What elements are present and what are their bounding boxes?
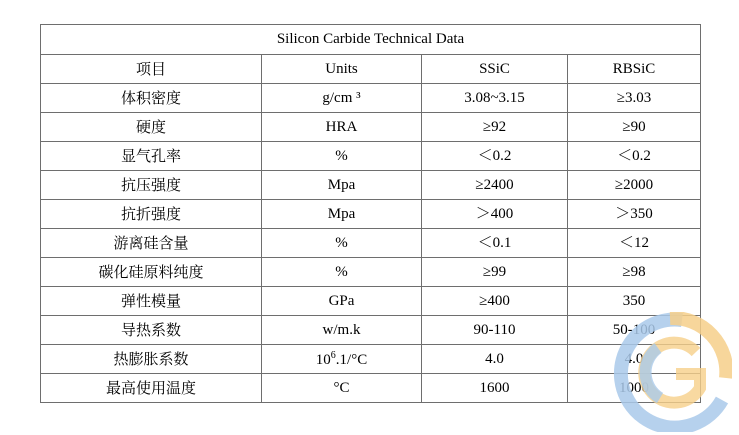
row-ssic: 90-110 <box>422 316 568 345</box>
row-unit: Mpa <box>262 171 422 200</box>
row-ssic: ＜0.2 <box>422 142 568 171</box>
row-unit: °C <box>262 374 422 403</box>
table-row <box>41 287 701 316</box>
row-item: 体积密度 <box>41 84 262 113</box>
table-row <box>41 171 701 200</box>
row-rbsic: ＞350 <box>568 200 701 229</box>
row-ssic: ≥99 <box>422 258 568 287</box>
row-unit: HRA <box>262 113 422 142</box>
row-item: 抗压强度 <box>41 171 262 200</box>
table-row <box>41 345 701 374</box>
row-unit: Mpa <box>262 200 422 229</box>
table-row <box>41 229 701 258</box>
row-item: 硬度 <box>41 113 262 142</box>
row-ssic: 3.08~3.15 <box>422 84 568 113</box>
table-row <box>41 113 701 142</box>
row-rbsic: 4.0 <box>568 345 701 374</box>
table-row <box>41 84 701 113</box>
unit-base: 10 <box>315 351 331 368</box>
row-ssic: 4.0 <box>422 345 568 374</box>
row-item: 游离硅含量 <box>41 229 262 258</box>
row-item: 显气孔率 <box>41 142 262 171</box>
unit-exponent: 6 <box>330 349 336 361</box>
table-row <box>41 374 701 403</box>
row-rbsic: 350 <box>568 287 701 316</box>
row-item: 弹性模量 <box>41 287 262 316</box>
row-item: 抗折强度 <box>41 200 262 229</box>
row-rbsic: ≥2000 <box>568 171 701 200</box>
unit-rest: .1/°C <box>335 351 368 368</box>
row-rbsic: ＜0.2 <box>568 142 701 171</box>
row-rbsic: ≥90 <box>568 113 701 142</box>
row-ssic: ≥92 <box>422 113 568 142</box>
row-ssic: 1600 <box>422 374 568 403</box>
row-ssic: ≥400 <box>422 287 568 316</box>
row-rbsic: ＜12 <box>568 229 701 258</box>
technical-data-table <box>40 24 701 403</box>
row-unit <box>262 345 422 374</box>
table-row <box>41 316 701 345</box>
row-item: 热膨胀系数 <box>41 345 262 374</box>
row-ssic: ＞400 <box>422 200 568 229</box>
row-unit: % <box>262 258 422 287</box>
header-rbsic: RBSiC <box>568 55 701 84</box>
row-rbsic: 50-100 <box>568 316 701 345</box>
table-row <box>41 142 701 171</box>
table-header-row <box>41 55 701 84</box>
row-unit: % <box>262 142 422 171</box>
header-ssic: SSiC <box>422 55 568 84</box>
table-row <box>41 200 701 229</box>
row-item: 导热系数 <box>41 316 262 345</box>
row-unit: % <box>262 229 422 258</box>
row-unit: GPa <box>262 287 422 316</box>
technical-data-table-container <box>40 24 700 403</box>
header-units: Units <box>262 55 422 84</box>
row-rbsic: 1000 <box>568 374 701 403</box>
row-ssic: ＜0.1 <box>422 229 568 258</box>
table-title: Silicon Carbide Technical Data <box>41 25 701 55</box>
header-item: 项目 <box>41 55 262 84</box>
row-ssic: ≥2400 <box>422 171 568 200</box>
row-unit: w/m.k <box>262 316 422 345</box>
row-rbsic: ≥3.03 <box>568 84 701 113</box>
table-title-row <box>41 25 701 55</box>
row-item: 碳化硅原料纯度 <box>41 258 262 287</box>
row-rbsic: ≥98 <box>568 258 701 287</box>
table-row <box>41 258 701 287</box>
row-item: 最高使用温度 <box>41 374 262 403</box>
row-unit: g/cm ³ <box>262 84 422 113</box>
